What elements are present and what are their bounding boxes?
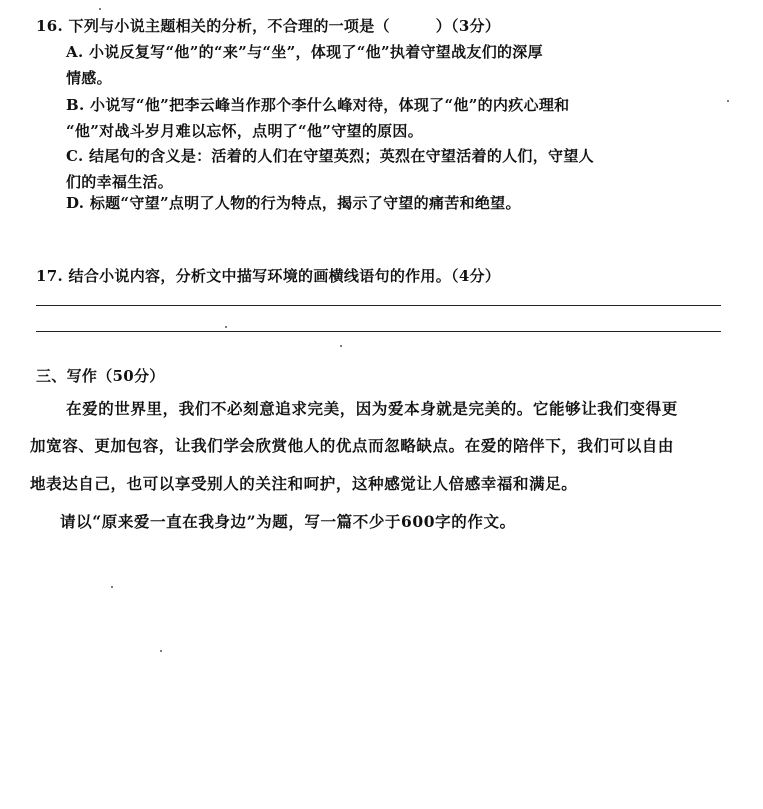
option-a-line2: 情感。 [66, 69, 112, 87]
question-16-stem: 16. 下列与小说主题相关的分析，不合理的一项是（ ）（3分） [36, 17, 501, 35]
option-a-line1: A. 小说反复写“他”的“来”与“坐”，体现了“他”执着守望战友们的深厚 [66, 43, 543, 61]
option-b-line2: “他”对战斗岁月难以忘怀，点明了“他”守望的原因。 [66, 122, 424, 140]
scan-speck [225, 326, 227, 328]
option-b-line1: B. 小说写“他”把李云峰当作那个李什么峰对待，体现了“他”的内疚心理和 [66, 96, 570, 114]
writing-paragraph-line3: 地表达自己，也可以享受别人的关注和呵护，这种感觉让人倍感幸福和满足。 [30, 474, 578, 493]
scan-speck [160, 650, 162, 652]
option-c-line1: C. 结尾句的含义是：活着的人们在守望英烈；英烈在守望活着的人们，守望人 [66, 147, 594, 165]
answer-line-2[interactable] [36, 331, 721, 332]
option-d-line1: D. 标题“守望”点明了人物的行为特点，揭示了守望的痛苦和绝望。 [66, 194, 521, 212]
writing-paragraph-line1: 在爱的世界里，我们不必刻意追求完美，因为爱本身就是完美的。它能够让我们变得更 [66, 399, 678, 418]
question-17-stem: 17. 结合小说内容，分析文中描写环境的画横线语句的作用。（4分） [36, 267, 501, 285]
scan-speck [727, 100, 729, 102]
scan-speck [340, 345, 342, 347]
writing-prompt: 请以“原来爱一直在我身边”为题，写一篇不少于600字的作文。 [60, 512, 516, 531]
writing-paragraph-line2: 加宽容、更加包容，让我们学会欣赏他人的优点而忽略缺点。在爱的陪伴下，我们可以自由 [30, 436, 675, 455]
section-writing-heading: 三、写作（50分） [36, 367, 165, 385]
scan-speck [111, 586, 113, 588]
scan-speck [99, 8, 101, 10]
answer-line-1[interactable] [36, 305, 721, 306]
option-c-line2: 们的幸福生活。 [66, 173, 174, 191]
